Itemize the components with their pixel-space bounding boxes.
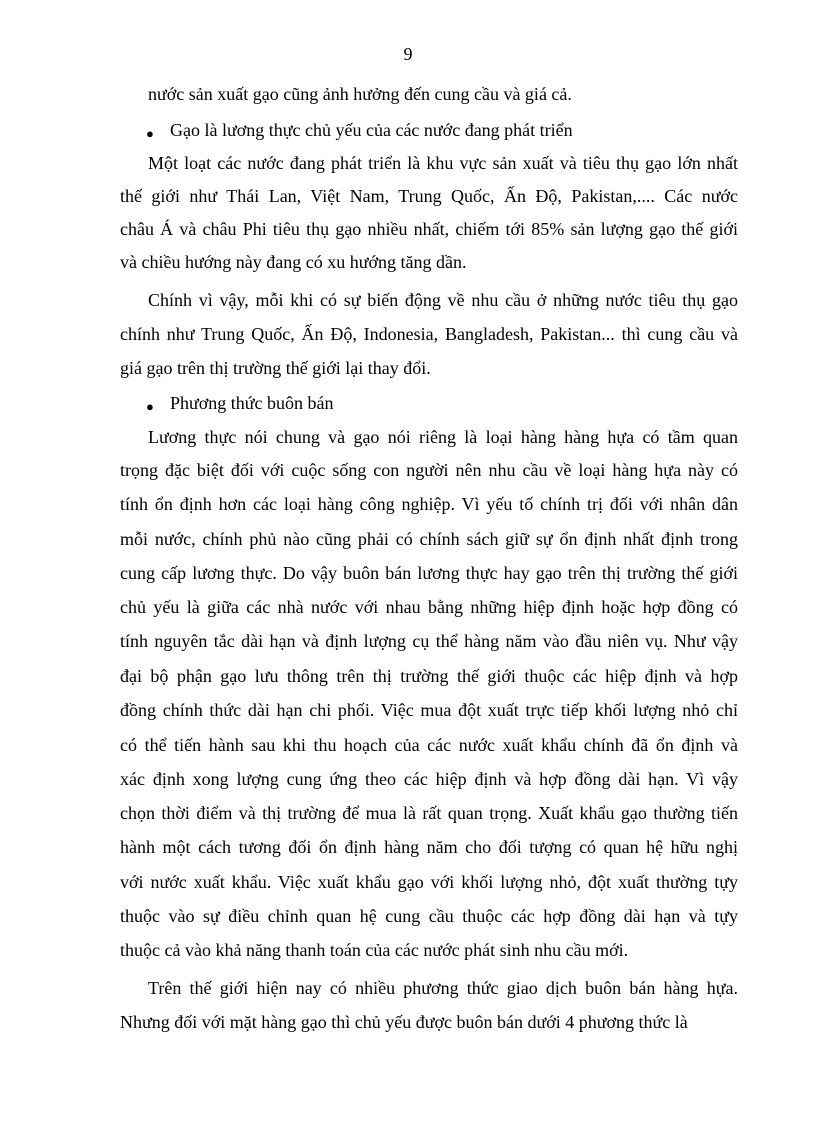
text-line: Nhưng đối với mặt hàng gạo thì chủ yếu được buôn bán dưới 4 phương thức là (120, 1012, 688, 1032)
text-line: chọn thời điểm và thị trường để mua là rất quan trọng. Xuất khẩu gạo thường tiến (120, 803, 738, 823)
text-line: đồng chính thức dài hạn chi phối. Việc mua đột xuất trực tiếp khối lượng nhỏ chỉ (120, 700, 738, 720)
bullet-icon: ● (146, 399, 154, 414)
text-line: Trên thế giới hiện nay có nhiều phương thức giao dịch buôn bán hàng hựa. (148, 978, 738, 998)
text-line: chính như Trung Quốc, Ấn Độ, Indonesia, Bangladesh, Pakistan... thì cung cầu và (120, 324, 738, 344)
text-line: thuộc vào sự điều chỉnh quan hệ cung cầu thuộc các hợp đồng dài hạn và tựy (120, 906, 738, 926)
text-line: với nước xuất khẩu. Việc xuất khẩu gạo với khối lượng nhỏ, đột xuất thường tựy (120, 872, 738, 892)
text-line: châu Á và châu Phi tiêu thụ gạo nhiều nhất, chiếm tới 85% sản lượng gạo thế giới (120, 219, 738, 239)
bullet-icon: ● (146, 126, 154, 141)
text-line: Lương thực nói chung và gạo nói riêng là loại hàng hàng hựa có tầm quan (148, 427, 738, 447)
text-line: giá gạo trên thị trường thế giới lại thay đổi. (120, 358, 431, 378)
text-line: tính ổn định hơn các loại hàng công nghiệp. Vì yếu tố chính trị đối với nhân dân (120, 494, 738, 514)
text-line: hành một cách tương đối ổn định hàng năm cho đối tượng có quan hệ hữu nghị (120, 837, 738, 857)
text-line: mỗi nước, chính phủ nào cũng phải có chính sách giữ sự ổn định nhất định trong (120, 529, 738, 549)
text-line: và chiều hướng này đang có xu hướng tăng dần. (120, 252, 467, 272)
text-line: nước sản xuất gạo cũng ảnh hưởng đến cung cầu và giá cả. (148, 84, 572, 104)
text-line: cung cấp lương thực. Do vậy buôn bán lương thực hay gạo trên thị trường thế giới (120, 563, 738, 583)
text-line: thuộc cả vào khả năng thanh toán của các nước phát sinh nhu cầu mới. (120, 940, 629, 960)
text-line: trọng đặc biệt đối với cuộc sống con người nên nhu cầu về loại hàng hựa này có (120, 460, 738, 480)
text-line: xác định xong lượng cung ứng theo các hiệp định và hợp đồng dài hạn. Vì vậy (120, 769, 738, 789)
text-line: tính nguyên tắc dài hạn và định lượng cụ thể hàng năm vào đầu niên vụ. Như vậy (120, 631, 738, 651)
page-number: 9 (403, 44, 413, 64)
text-line: có thể tiến hành sau khi thu hoạch của các nước xuất khẩu chính đã ổn định và (120, 735, 738, 755)
text-line: chủ yếu là giữa các nhà nước với nhau bằng những hiệp định hoặc hợp đồng có (120, 597, 738, 617)
bullet-heading: Phương thức buôn bán (170, 393, 334, 413)
text-line: đại bộ phận gạo lưu thông trên thị trường thế giới thuộc các hiệp định và hợp (120, 666, 738, 686)
bullet-heading: Gạo là lương thực chủ yếu của các nước đang phát triển (170, 120, 573, 140)
text-line: Một loạt các nước đang phát triển là khu vực sản xuất và tiêu thụ gạo lớn nhất (148, 153, 738, 173)
text-line: Chính vì vậy, mỗi khi có sự biến động về nhu cầu ở những nước tiêu thụ gạo (148, 290, 738, 310)
text-line: thế giới như Thái Lan, Việt Nam, Trung Quốc, Ấn Độ, Pakistan,.... Các nước (120, 186, 738, 206)
